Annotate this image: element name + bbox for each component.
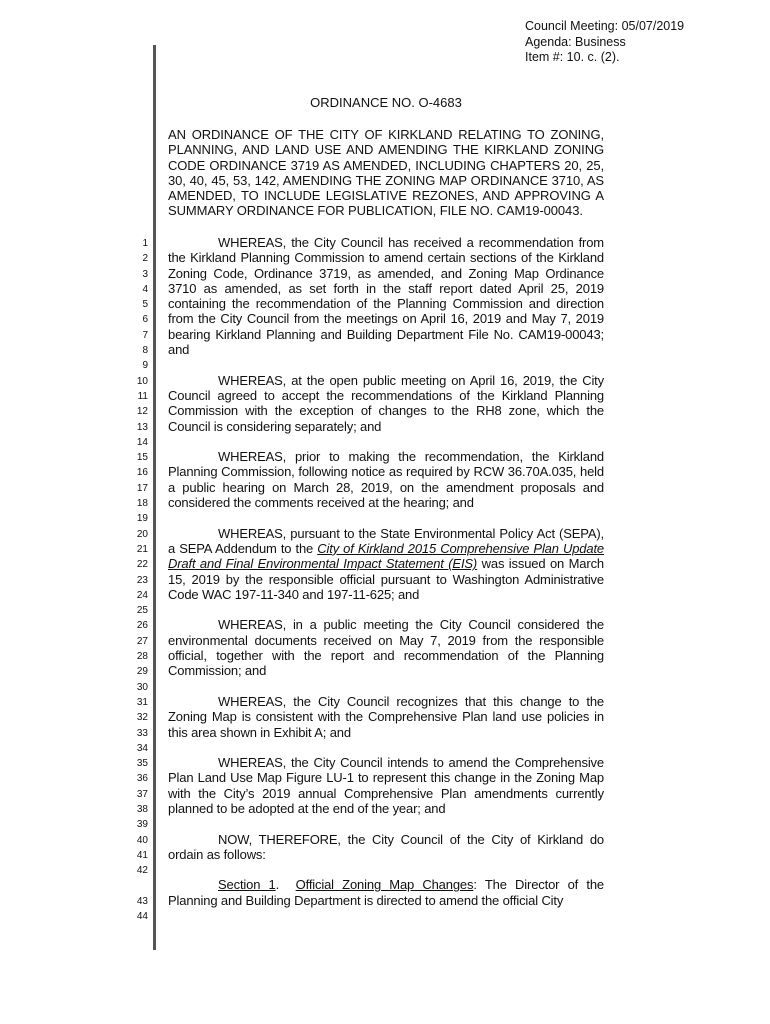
line-number: 40 <box>136 834 148 846</box>
line-number: 29 <box>136 666 148 678</box>
whereas-paragraph-4 <box>168 526 604 602</box>
ordinance-title: ORDINANCE NO. O-4683 <box>310 95 462 110</box>
whereas-4-text-b: was issued on March 15, 2019 by the responsible official pursuant to Washington Administrative Code WAC 197-11-340 and 197-11-625; and <box>168 556 604 602</box>
line-number: 6 <box>142 314 148 326</box>
line-number: 41 <box>136 849 148 861</box>
line-number: 19 <box>136 513 148 525</box>
line-number: 39 <box>136 819 148 831</box>
line-number: 30 <box>136 681 148 693</box>
whereas-paragraph-2: WHEREAS, at the open public meeting on April 16, 2019, the City Council agreed to accept the recommendations of the Kirkland Planning Commission with the exception of changes to the RH8 zone, which the Council is considering separately; and <box>168 372 604 434</box>
section-1-heading: Official Zoning Map Changes <box>295 877 474 893</box>
section-1-label: Section 1 <box>218 877 276 893</box>
line-number: 35 <box>136 758 148 770</box>
line-number: 7 <box>142 329 148 341</box>
line-number-gap <box>126 878 148 893</box>
line-number: 27 <box>136 635 148 647</box>
line-numbers <box>126 236 148 924</box>
line-number: 9 <box>142 360 148 372</box>
agenda-label: Agenda: Business <box>525 34 626 49</box>
ordinance-body <box>168 235 604 923</box>
line-number: 38 <box>136 803 148 815</box>
line-number: 4 <box>142 283 148 295</box>
line-number: 12 <box>136 406 148 418</box>
line-number: 31 <box>136 696 148 708</box>
line-number: 1 <box>142 238 148 249</box>
line-number: 37 <box>136 788 148 800</box>
meeting-header <box>525 19 684 66</box>
item-number: Item #: 10. c. (2). <box>525 50 620 64</box>
line-number: 17 <box>136 482 148 494</box>
line-number: 18 <box>136 498 148 510</box>
line-number: 2 <box>142 253 148 265</box>
ordinance-preamble: AN ORDINANCE OF THE CITY OF KIRKLAND RELATING TO ZONING, PLANNING, AND LAND USE AND AMENDING THE KIRKLAND ZONING CODE ORDINANCE 3719 AS AMENDED, INCLUDING CHAPTERS 20, 25, 30, 40, 45, 53, 142, AMENDING THE ZONING MAP ORDINANCE 3710, AS AMENDED, TO INCLUDE LEGISLATIVE REZONES, AND APPROVING A SUMMARY ORDINANCE FOR PUBLICATION, FILE NO. CAM19-00043. <box>168 127 604 219</box>
line-number: 14 <box>136 436 148 448</box>
now-therefore-paragraph: NOW, THEREFORE, the City Council of the City of Kirkland do ordain as follows: <box>168 831 604 862</box>
line-number: 10 <box>136 375 148 387</box>
line-number: 13 <box>136 421 148 433</box>
line-number: 23 <box>136 574 148 586</box>
line-number: 25 <box>136 605 148 617</box>
left-margin-rule <box>153 45 156 950</box>
whereas-paragraph-6: WHEREAS, the City Council recognizes that this change to the Zoning Map is consistent with the Comprehensive Plan land use policies in this area shown in Exhibit A; and <box>168 693 604 740</box>
line-number: 3 <box>142 268 148 280</box>
line-number: 16 <box>136 467 148 479</box>
line-number: 33 <box>136 727 148 739</box>
whereas-4-text-a: WHEREAS, pursuant to the State Environmental Policy Act (SEPA), a SEPA Addendum to the <box>168 525 604 556</box>
line-number: 11 <box>137 390 148 402</box>
line-number: 28 <box>136 651 148 663</box>
line-number: 20 <box>136 528 148 540</box>
meeting-date: Council Meeting: 05/07/2019 <box>525 19 685 33</box>
line-number: 8 <box>142 345 148 357</box>
line-number: 43 <box>136 895 148 907</box>
eis-title: City of Kirkland 2015 Comprehensive Plan Update Draft and Final Environmental Impact Statement (EIS) <box>168 540 604 572</box>
line-number: 44 <box>136 911 148 923</box>
line-number: 22 <box>136 559 148 571</box>
whereas-paragraph-5: WHEREAS, in a public meeting the City Council considered the environmental documents received on May 7, 2019 from the responsible official, together with the report and recommendation of the Planning Commission; and <box>168 617 604 679</box>
line-number: 36 <box>136 773 148 785</box>
section-1-paragraph <box>168 877 604 908</box>
section-1-separator: . <box>275 877 296 893</box>
line-number: 32 <box>136 712 148 724</box>
line-number: 24 <box>136 589 148 601</box>
section-1-text: : The Director of the Planning and Building Department is directed to amend the official City <box>168 877 605 908</box>
line-number: 5 <box>142 299 148 311</box>
line-number: 21 <box>136 543 148 555</box>
whereas-paragraph-7: WHEREAS, the City Council intends to amend the Comprehensive Plan Land Use Map Figure LU-1 to represent this change in the Zoning Map with the City’s 2019 annual Comprehensive Plan amendments currently planned to be adopted at the end of the year; and <box>168 755 604 816</box>
line-number: 34 <box>136 742 148 754</box>
whereas-paragraph-3: WHEREAS, prior to making the recommendation, the Kirkland Planning Commission, following notice as required by RCW 36.70A.035, held a public hearing on March 28, 2019, on the amendment proposals and considered the comments received at the hearing; and <box>168 449 604 511</box>
whereas-paragraph-1: WHEREAS, the City Council has received a recommendation from the Kirkland Planning Commission to amend certain sections of the Kirkland Zoning Code, Ordinance 3719, as amended, and Zoning Map Ordinance 3710 as amended, as set forth in the staff report dated April 25, 2019 containing the recommendation of the Planning Commission and direction from the City Council from the meetings on April 16, 2019 and May 7, 2019 bearing Kirkland Planning and Building Department File No. CAM19-00043; and <box>168 235 604 358</box>
line-number: 15 <box>136 452 148 464</box>
line-number: 42 <box>136 865 148 877</box>
line-number: 26 <box>136 620 148 632</box>
